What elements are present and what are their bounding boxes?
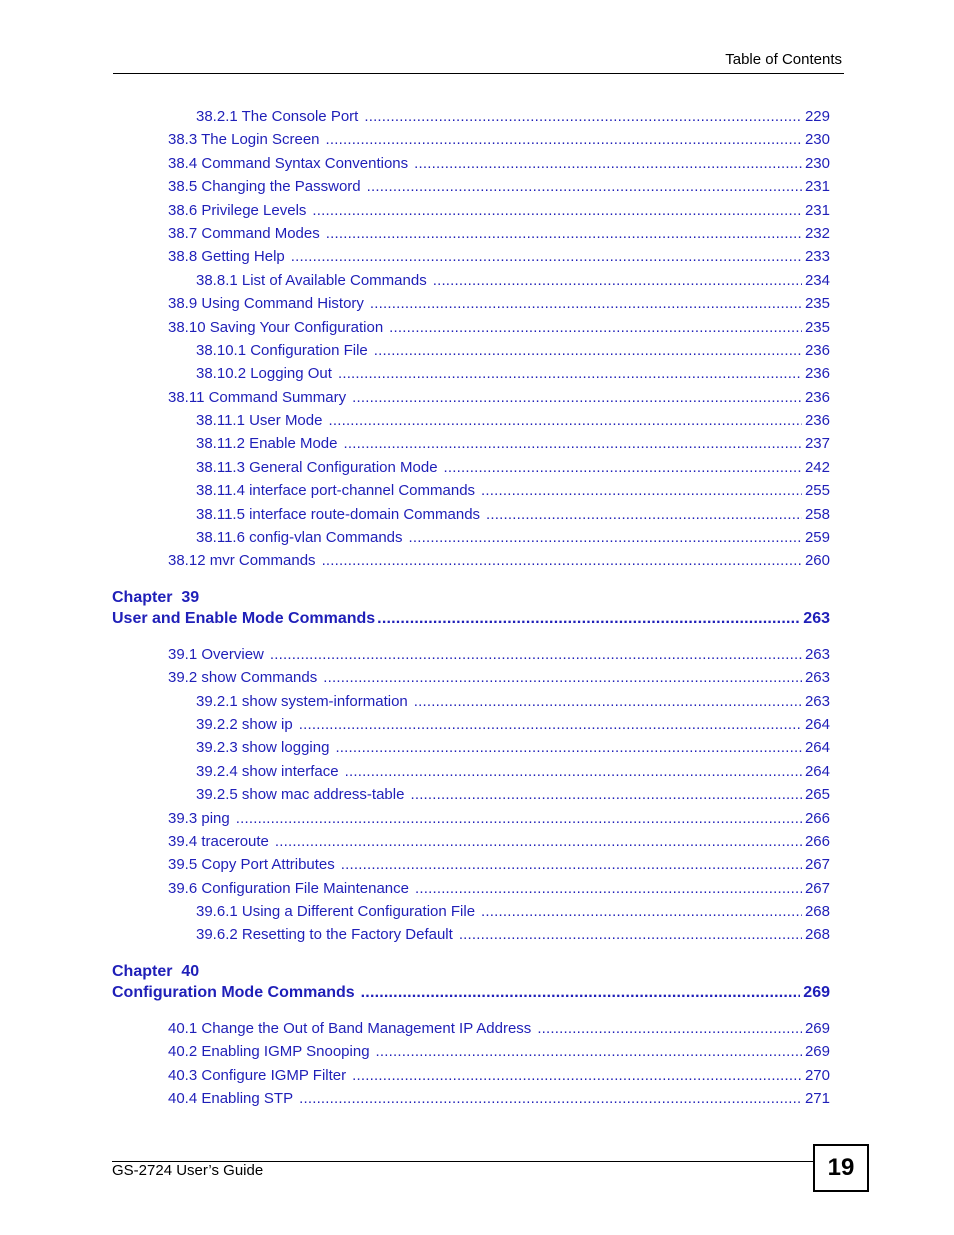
leader-dots: [335, 739, 802, 757]
leader-dots: [370, 295, 802, 313]
leader-dots: [376, 1043, 802, 1061]
leader-dots: [322, 552, 802, 570]
toc-entry-label: 38.10 Saving Your Configuration: [168, 319, 384, 336]
leader-dots: [481, 903, 802, 921]
toc-entry-page: 236: [804, 365, 830, 382]
toc-entry-label: 38.11.2 Enable Mode: [196, 435, 338, 452]
toc-entry-page: 264: [804, 716, 830, 733]
chapter-number: Chapter 39: [112, 589, 200, 606]
toc-entry-page: 242: [804, 459, 830, 476]
toc-entry-label: 39.2 show Commands: [168, 669, 318, 686]
header-rule: [113, 73, 844, 74]
leader-dots: [433, 272, 802, 290]
toc-entry-page: 229: [804, 108, 830, 125]
leader-dots: [409, 529, 802, 547]
leader-dots: [299, 716, 802, 734]
chapter-page: 269: [803, 984, 830, 1001]
leader-dots: [444, 459, 802, 477]
toc-entry[interactable]: [196, 786, 830, 804]
leader-dots: [326, 131, 802, 149]
toc-entry[interactable]: [196, 108, 830, 126]
leader-dots: [367, 178, 802, 196]
toc-entry[interactable]: [196, 435, 830, 453]
toc-entry-label: 39.4 traceroute: [168, 833, 269, 850]
toc-entry[interactable]: [168, 389, 830, 407]
chapter-heading[interactable]: [112, 983, 830, 1002]
toc-entry-label: 38.7 Command Modes: [168, 225, 320, 242]
leader-dots: [389, 319, 802, 337]
toc-entry-page: 232: [804, 225, 830, 242]
leader-dots: [481, 482, 802, 500]
leader-dots: [326, 225, 802, 243]
toc-entry[interactable]: [196, 412, 830, 430]
leader-dots: [377, 609, 800, 628]
leader-dots: [312, 202, 802, 220]
toc-entry-label: 38.9 Using Command History: [168, 295, 364, 312]
toc-entry[interactable]: [168, 248, 830, 266]
leader-dots: [414, 693, 802, 711]
toc-entry[interactable]: [168, 225, 830, 243]
toc-entry-page: 235: [804, 319, 830, 336]
toc-entry[interactable]: [196, 763, 830, 781]
toc-entry-label: 38.12 mvr Commands: [168, 552, 316, 569]
toc-entry-label: 38.6 Privilege Levels: [168, 202, 307, 219]
toc-entry[interactable]: [168, 833, 830, 851]
toc-entry-page: 264: [804, 763, 830, 780]
chapter-title: User and Enable Mode Commands: [112, 610, 376, 627]
leader-dots: [328, 412, 802, 430]
leader-dots: [374, 342, 802, 360]
toc-entry-page: 266: [804, 810, 830, 827]
toc-entry[interactable]: [196, 716, 830, 734]
leader-dots: [410, 786, 802, 804]
toc-entry-label: 40.3 Configure IGMP Filter: [168, 1067, 347, 1084]
leader-dots: [275, 833, 802, 851]
leader-dots: [270, 646, 802, 664]
toc-entry-label: 38.11 Command Summary: [168, 389, 347, 406]
leader-dots: [345, 763, 802, 781]
leader-dots: [341, 856, 802, 874]
toc-entry[interactable]: [196, 693, 830, 711]
toc-entry[interactable]: [196, 482, 830, 500]
toc-entry[interactable]: [168, 1020, 830, 1038]
leader-dots: [299, 1090, 802, 1108]
toc-entry-page: 270: [804, 1067, 830, 1084]
toc-entry-page: 233: [804, 248, 830, 265]
toc-entry-page: 231: [804, 178, 830, 195]
toc-entry[interactable]: [196, 459, 830, 477]
toc-entry-page: 259: [804, 529, 830, 546]
toc-entry[interactable]: [196, 903, 830, 921]
toc-entry[interactable]: [196, 739, 830, 757]
toc-entry-page: 271: [804, 1090, 830, 1107]
toc-entry-page: 236: [804, 342, 830, 359]
leader-dots: [338, 365, 802, 383]
toc-entry-label: 38.11.4 interface port-channel Commands: [196, 482, 476, 499]
toc-entry-label: 39.6.1 Using a Different Configuration File: [196, 903, 476, 920]
toc-entry[interactable]: [196, 365, 830, 383]
toc-entry-page: 268: [804, 903, 830, 920]
toc-entry-label: 38.8.1 List of Available Commands: [196, 272, 427, 289]
toc-entry[interactable]: [168, 202, 830, 220]
chapter-page: 263: [803, 610, 830, 627]
toc-entry-page: 263: [804, 646, 830, 663]
toc-entry-page: 267: [804, 856, 830, 873]
toc-entry-label: 38.10.1 Configuration File: [196, 342, 368, 359]
toc-entry-page: 230: [804, 131, 830, 148]
toc-entry[interactable]: [168, 178, 830, 196]
toc-entry-page: 235: [804, 295, 830, 312]
leader-dots: [415, 880, 802, 898]
toc-entry-page: 236: [804, 389, 830, 406]
toc-entry-label: 40.2 Enabling IGMP Snooping: [168, 1043, 370, 1060]
toc-entry-label: 39.2.5 show mac address-table: [196, 786, 405, 803]
page-number-box: [813, 1144, 869, 1192]
toc-entry-page: 267: [804, 880, 830, 897]
leader-dots: [236, 810, 802, 828]
toc-entry-page: 260: [804, 552, 830, 569]
toc-entry-page: 263: [804, 669, 830, 686]
toc-entry[interactable]: [168, 1067, 830, 1085]
toc-entry[interactable]: [196, 506, 830, 524]
toc-entry-label: 38.11.6 config-vlan Commands: [196, 529, 403, 546]
chapter-title: Configuration Mode Commands: [112, 984, 355, 1001]
leader-dots: [459, 926, 802, 944]
toc-entry-page: 234: [804, 272, 830, 289]
toc-entry-label: 38.11.1 User Mode: [196, 412, 323, 429]
toc-entry-page: 231: [804, 202, 830, 219]
toc-entry-page: 264: [804, 739, 830, 756]
toc-entry-page: 265: [804, 786, 830, 803]
toc-entry[interactable]: [168, 856, 830, 874]
leader-dots: [537, 1020, 802, 1038]
toc-entry[interactable]: [168, 552, 830, 570]
toc-entry[interactable]: [168, 810, 830, 828]
leader-dots: [291, 248, 802, 266]
toc-entry-label: 39.2.3 show logging: [196, 739, 330, 756]
page-number: 19: [827, 1154, 855, 1181]
toc-entry[interactable]: [168, 1090, 830, 1108]
footer-guide-title: GS-2724 User’s Guide: [112, 1162, 264, 1179]
toc-entry-label: 38.3 The Login Screen: [168, 131, 320, 148]
toc-entry-label: 38.11.3 General Configuration Mode: [196, 459, 438, 476]
leader-dots: [323, 669, 802, 687]
toc-entry-label: 39.6.2 Resetting to the Factory Default: [196, 926, 453, 943]
toc-entry-label: 39.2.1 show system-information: [196, 693, 408, 710]
toc-entry-page: 230: [804, 155, 830, 172]
toc-entry-page: 268: [804, 926, 830, 943]
toc-entry[interactable]: [168, 646, 830, 664]
toc-entry[interactable]: [168, 155, 830, 173]
leader-dots: [352, 389, 802, 407]
toc-entry-page: 258: [804, 506, 830, 523]
toc-entry-page: 236: [804, 412, 830, 429]
leader-dots: [344, 435, 802, 453]
toc-entry-label: 38.4 Command Syntax Conventions: [168, 155, 409, 172]
toc-entry[interactable]: [168, 295, 830, 313]
toc-entry-label: 38.11.5 interface route-domain Commands: [196, 506, 481, 523]
toc-entry-page: 269: [804, 1043, 830, 1060]
chapter-heading[interactable]: [112, 609, 830, 628]
leader-dots: [352, 1067, 802, 1085]
chapter-number: Chapter 40: [112, 963, 200, 980]
toc-entry-label: 40.1 Change the Out of Band Management IP Address: [168, 1020, 532, 1037]
toc-entry-label: 39.3 ping: [168, 810, 230, 827]
toc-entry-page: 237: [804, 435, 830, 452]
toc-entry[interactable]: [168, 880, 830, 898]
toc-entry-label: 38.5 Changing the Password: [168, 178, 361, 195]
toc-entry[interactable]: [168, 131, 830, 149]
toc-entry[interactable]: [196, 272, 830, 290]
toc-entry-label: 40.4 Enabling STP: [168, 1090, 294, 1107]
toc-entry[interactable]: [196, 342, 830, 360]
toc-entry-label: 38.10.2 Logging Out: [196, 365, 332, 382]
leader-dots: [361, 983, 801, 1002]
toc-entry-label: 38.8 Getting Help: [168, 248, 285, 265]
toc-entry[interactable]: [168, 1043, 830, 1061]
toc-entry[interactable]: [168, 319, 830, 337]
running-header-title: Table of Contents: [725, 51, 842, 68]
toc-entry[interactable]: [168, 669, 830, 687]
toc-entry-page: 269: [804, 1020, 830, 1037]
toc-entry-label: 39.2.4 show interface: [196, 763, 339, 780]
toc-entry[interactable]: [196, 529, 830, 547]
toc-entry-label: 39.6 Configuration File Maintenance: [168, 880, 409, 897]
toc-entry-page: 255: [804, 482, 830, 499]
toc-entry-page: 266: [804, 833, 830, 850]
toc-entry-label: 39.1 Overview: [168, 646, 264, 663]
toc-entry-label: 38.2.1 The Console Port: [196, 108, 359, 125]
toc-entry-page: 263: [804, 693, 830, 710]
toc-entry[interactable]: [196, 926, 830, 944]
leader-dots: [486, 506, 802, 524]
leader-dots: [364, 108, 802, 126]
toc-entry-label: 39.2.2 show ip: [196, 716, 293, 733]
leader-dots: [414, 155, 802, 173]
toc-entry-label: 39.5 Copy Port Attributes: [168, 856, 335, 873]
